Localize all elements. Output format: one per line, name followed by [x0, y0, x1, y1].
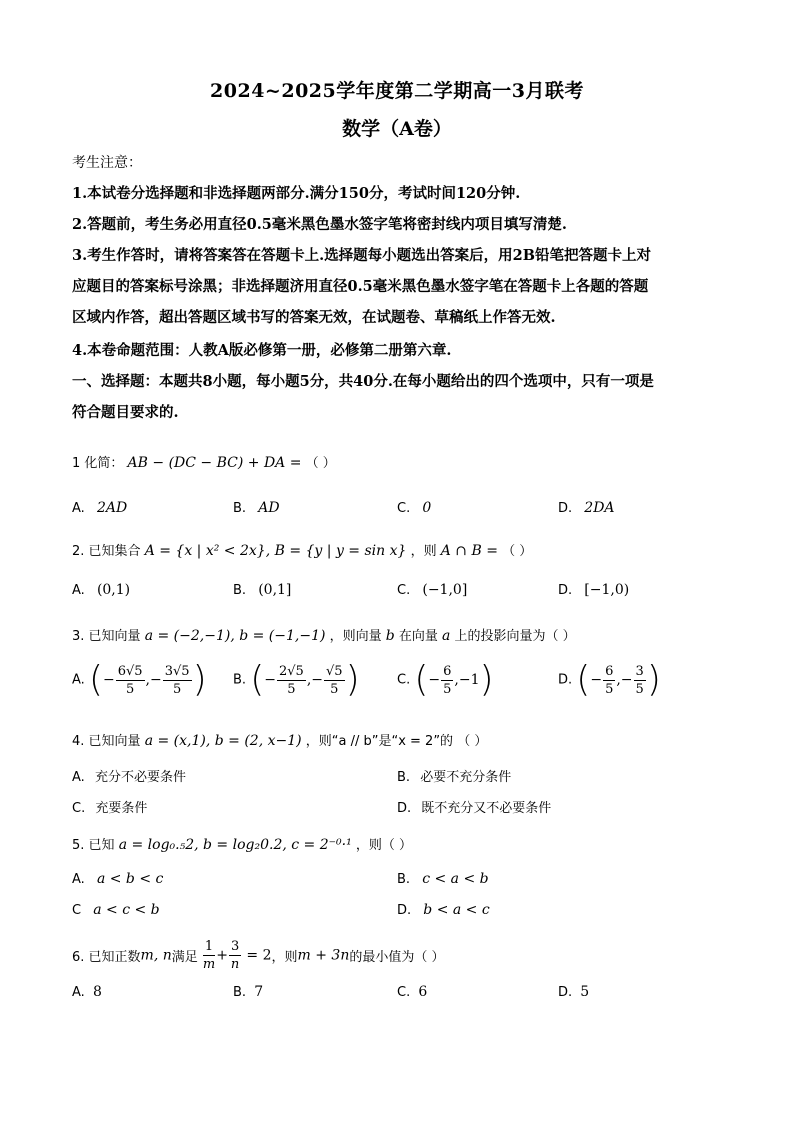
- question-6-text: ，则: [271, 950, 298, 965]
- denominator: 5: [443, 681, 452, 697]
- question-3-vector-b: b: [385, 628, 395, 644]
- option-label: C.: [397, 985, 411, 1000]
- denominator: 5: [635, 681, 644, 697]
- q5-option-b: [397, 871, 489, 887]
- numerator: 1: [203, 938, 215, 956]
- sign: ,−: [306, 672, 323, 688]
- denominator: 5: [125, 681, 135, 697]
- question-4-blank: （ ）: [457, 734, 488, 749]
- sign: ,−: [145, 672, 162, 688]
- option-label: A.: [72, 872, 85, 887]
- numerator: 6: [605, 663, 614, 679]
- note-line: 3.考生作答时，请将答案答在答题卡上.选择题每小题选出答案后，用2B铅笔把答题卡上对: [72, 247, 652, 264]
- note-line: 2.答题前，考生务必用直径0.5毫米黑色墨水签字笔将密封线内项目填写清楚.: [72, 216, 567, 233]
- option-text: 充要条件: [95, 801, 148, 816]
- option-label: D.: [558, 672, 573, 688]
- option-text: [−1,0): [584, 582, 630, 598]
- option-text: a < c < b: [93, 902, 160, 918]
- denominator: 5: [173, 681, 182, 697]
- question-3-suffix: 上的投影向量为（ ）: [454, 629, 576, 644]
- question-6-prefix: 6. 已知正数: [72, 950, 141, 965]
- fraction: [324, 663, 345, 698]
- right-paren: ): [192, 659, 207, 700]
- fraction: [441, 663, 453, 698]
- option-text: 既不充分又不必要条件: [421, 801, 552, 816]
- notes-heading: 考生注意：: [72, 155, 142, 171]
- q5-option-c: [72, 902, 160, 918]
- q4-option-b: [397, 766, 511, 785]
- denominator: m: [202, 957, 216, 972]
- numerator: √5: [326, 663, 343, 679]
- question-2: [72, 540, 532, 559]
- option-label: C.: [397, 672, 411, 688]
- fraction: [203, 938, 215, 973]
- question-5-suffix: ，则（ ）: [355, 838, 412, 853]
- denominator: 5: [605, 681, 614, 697]
- q1-option-d: [558, 500, 615, 516]
- question-6-vars: m, n: [140, 947, 172, 964]
- option-text: 0: [422, 500, 432, 516]
- question-2-expression-2: A ∩ B =: [440, 543, 498, 559]
- q2-option-d: [558, 582, 629, 598]
- option-text: b < a < c: [423, 902, 490, 918]
- q1-option-c: [397, 500, 431, 516]
- numerator: 3: [635, 663, 644, 679]
- note-line: 应题目的答案标号涂黑；非选择题济用直径0.5毫米黑色墨水签字笔在答题卡上各题的答题: [72, 278, 649, 295]
- question-6: [72, 938, 444, 973]
- option-text: 2DA: [584, 500, 615, 516]
- question-2-expression: A = {x | x² < 2x}, B = {y | y = sin x}: [144, 543, 407, 559]
- question-3: [72, 625, 576, 644]
- denominator: 5: [330, 681, 339, 697]
- question-3-vector-a: a: [442, 628, 451, 644]
- numerator: 2√5: [278, 663, 304, 679]
- option-text: 5: [580, 984, 590, 1000]
- sign: −: [590, 672, 603, 688]
- fraction: [116, 663, 145, 698]
- section-heading: 一、选择题：本题共8小题，每小题5分，共40分.在每小题给出的四个选项中，只有一项是: [72, 373, 654, 390]
- sign: −: [264, 672, 276, 688]
- numerator: 6: [443, 663, 452, 679]
- option-text: (−1,0]: [422, 582, 468, 598]
- numerator: 6√5: [117, 663, 143, 679]
- numerator: 3√5: [164, 663, 190, 679]
- question-2-blank: （ ）: [502, 544, 533, 559]
- tail-term: ,−1: [454, 672, 480, 688]
- question-5: [72, 834, 412, 853]
- right-paren: ): [646, 659, 661, 700]
- option-label: C.: [72, 801, 86, 816]
- question-3-prefix: 3. 已知向量: [72, 629, 141, 644]
- question-1-blank: （ ）: [305, 456, 336, 471]
- option-label: B.: [233, 985, 247, 1000]
- option-label: D.: [558, 985, 573, 1000]
- question-6-equals: = 2: [246, 947, 272, 964]
- question-4-expression: a = (x,1), b = (2, x−1): [144, 733, 302, 749]
- question-6-text: 满足: [171, 950, 198, 965]
- option-label: A.: [72, 770, 85, 785]
- question-1-prefix: 1 化简：: [72, 456, 124, 471]
- left-paren: (: [88, 659, 103, 700]
- q1-option-b: [233, 500, 280, 516]
- numerator: 3: [230, 939, 240, 954]
- question-2-prefix: 2. 已知集合: [72, 544, 141, 559]
- option-label: A.: [72, 985, 85, 1000]
- q2-option-c: [397, 582, 467, 598]
- fraction: [163, 663, 192, 698]
- q6-option-d: [558, 984, 589, 1000]
- option-label: B.: [397, 770, 411, 785]
- question-3-text: 在向量: [398, 629, 438, 644]
- q1-option-a: [72, 500, 127, 516]
- option-label: B.: [233, 583, 247, 598]
- q4-option-c: [72, 797, 147, 816]
- option-label: B.: [233, 672, 247, 688]
- q2-option-a: [72, 582, 130, 598]
- question-5-expression: a = log₀.₅2, b = log₂0.2, c = 2⁻⁰·¹: [118, 837, 352, 853]
- option-label: D.: [558, 583, 573, 598]
- question-5-prefix: 5. 已知: [72, 838, 115, 853]
- question-1-expression: AB − (DC − BC) + DA =: [127, 455, 302, 471]
- question-6-expression: m + 3n: [297, 947, 350, 964]
- option-label: D.: [397, 903, 412, 918]
- option-label: C.: [397, 583, 411, 598]
- exam-subtitle: 数学（A卷）: [342, 118, 452, 140]
- q3-option-b: [233, 659, 360, 700]
- option-text: 充分不必要条件: [94, 770, 186, 785]
- left-paren: (: [414, 659, 429, 700]
- question-6-suffix: 的最小值为（ ）: [349, 950, 445, 965]
- option-label: C: [72, 903, 82, 918]
- option-text: 7: [254, 984, 264, 1000]
- exam-title: 2024~2025学年度第二学期高一3月联考: [210, 80, 584, 102]
- q3-option-c: [397, 659, 494, 700]
- fraction: [603, 663, 615, 698]
- option-text: a < b < c: [96, 871, 164, 887]
- option-text: (0,1]: [258, 582, 292, 598]
- question-4-text: ，则“a // b”是“x = 2”的: [305, 734, 454, 749]
- q5-option-d: [397, 902, 490, 918]
- question-4: [72, 730, 487, 749]
- option-text: 2AD: [96, 500, 128, 516]
- sign: −: [428, 672, 441, 688]
- question-3-expression: a = (−2,−1), b = (−1,−1): [144, 628, 326, 644]
- q4-option-d: [397, 797, 551, 816]
- option-label: D.: [558, 501, 573, 516]
- note-line: 4.本卷命题范围：人教A版必修第一册，必修第二册第六章.: [72, 342, 452, 359]
- fraction: [634, 663, 646, 698]
- right-paren: ): [345, 659, 360, 700]
- fraction: [277, 663, 306, 698]
- denominator: 5: [287, 681, 296, 697]
- q6-option-a: [72, 984, 102, 1000]
- option-label: D.: [397, 801, 412, 816]
- note-line: 区域内作答，超出答题区域书写的答案无效，在试题卷、草稿纸上作答无效.: [72, 309, 556, 326]
- q2-option-b: [233, 582, 291, 598]
- fraction: [229, 938, 241, 973]
- option-text: 必要不充分条件: [420, 770, 512, 785]
- left-paren: (: [250, 659, 265, 700]
- option-label: A.: [72, 501, 85, 516]
- q6-option-c: [397, 984, 427, 1000]
- question-1: [72, 452, 336, 471]
- option-label: B.: [397, 872, 411, 887]
- question-2-suffix: ，则: [410, 544, 437, 559]
- plus-sign: +: [216, 947, 228, 964]
- q5-option-a: [72, 871, 163, 887]
- sign: ,−: [616, 672, 633, 688]
- option-text: AD: [258, 500, 280, 516]
- q4-option-a: [72, 766, 186, 785]
- q3-option-d: [558, 659, 661, 700]
- option-text: (0,1): [96, 582, 131, 598]
- q3-option-a: [72, 659, 207, 700]
- section-heading-cont: 符合题目要求的.: [72, 404, 179, 421]
- option-label: A.: [72, 672, 85, 688]
- denominator: n: [230, 957, 240, 972]
- option-label: C.: [397, 501, 411, 516]
- option-text: 8: [92, 984, 102, 1000]
- question-3-text: ，则向量: [329, 629, 382, 644]
- question-4-prefix: 4. 已知向量: [72, 734, 141, 749]
- option-text: c < a < b: [422, 871, 489, 887]
- q6-option-b: [233, 984, 263, 1000]
- left-paren: (: [576, 659, 591, 700]
- option-text: 6: [418, 984, 428, 1000]
- option-label: A.: [72, 583, 85, 598]
- right-paren: ): [479, 659, 494, 700]
- option-label: B.: [233, 501, 247, 516]
- note-line: 1.本试卷分选择题和非选择题两部分.满分150分，考试时间120分钟.: [72, 185, 521, 202]
- sign: −: [102, 672, 115, 688]
